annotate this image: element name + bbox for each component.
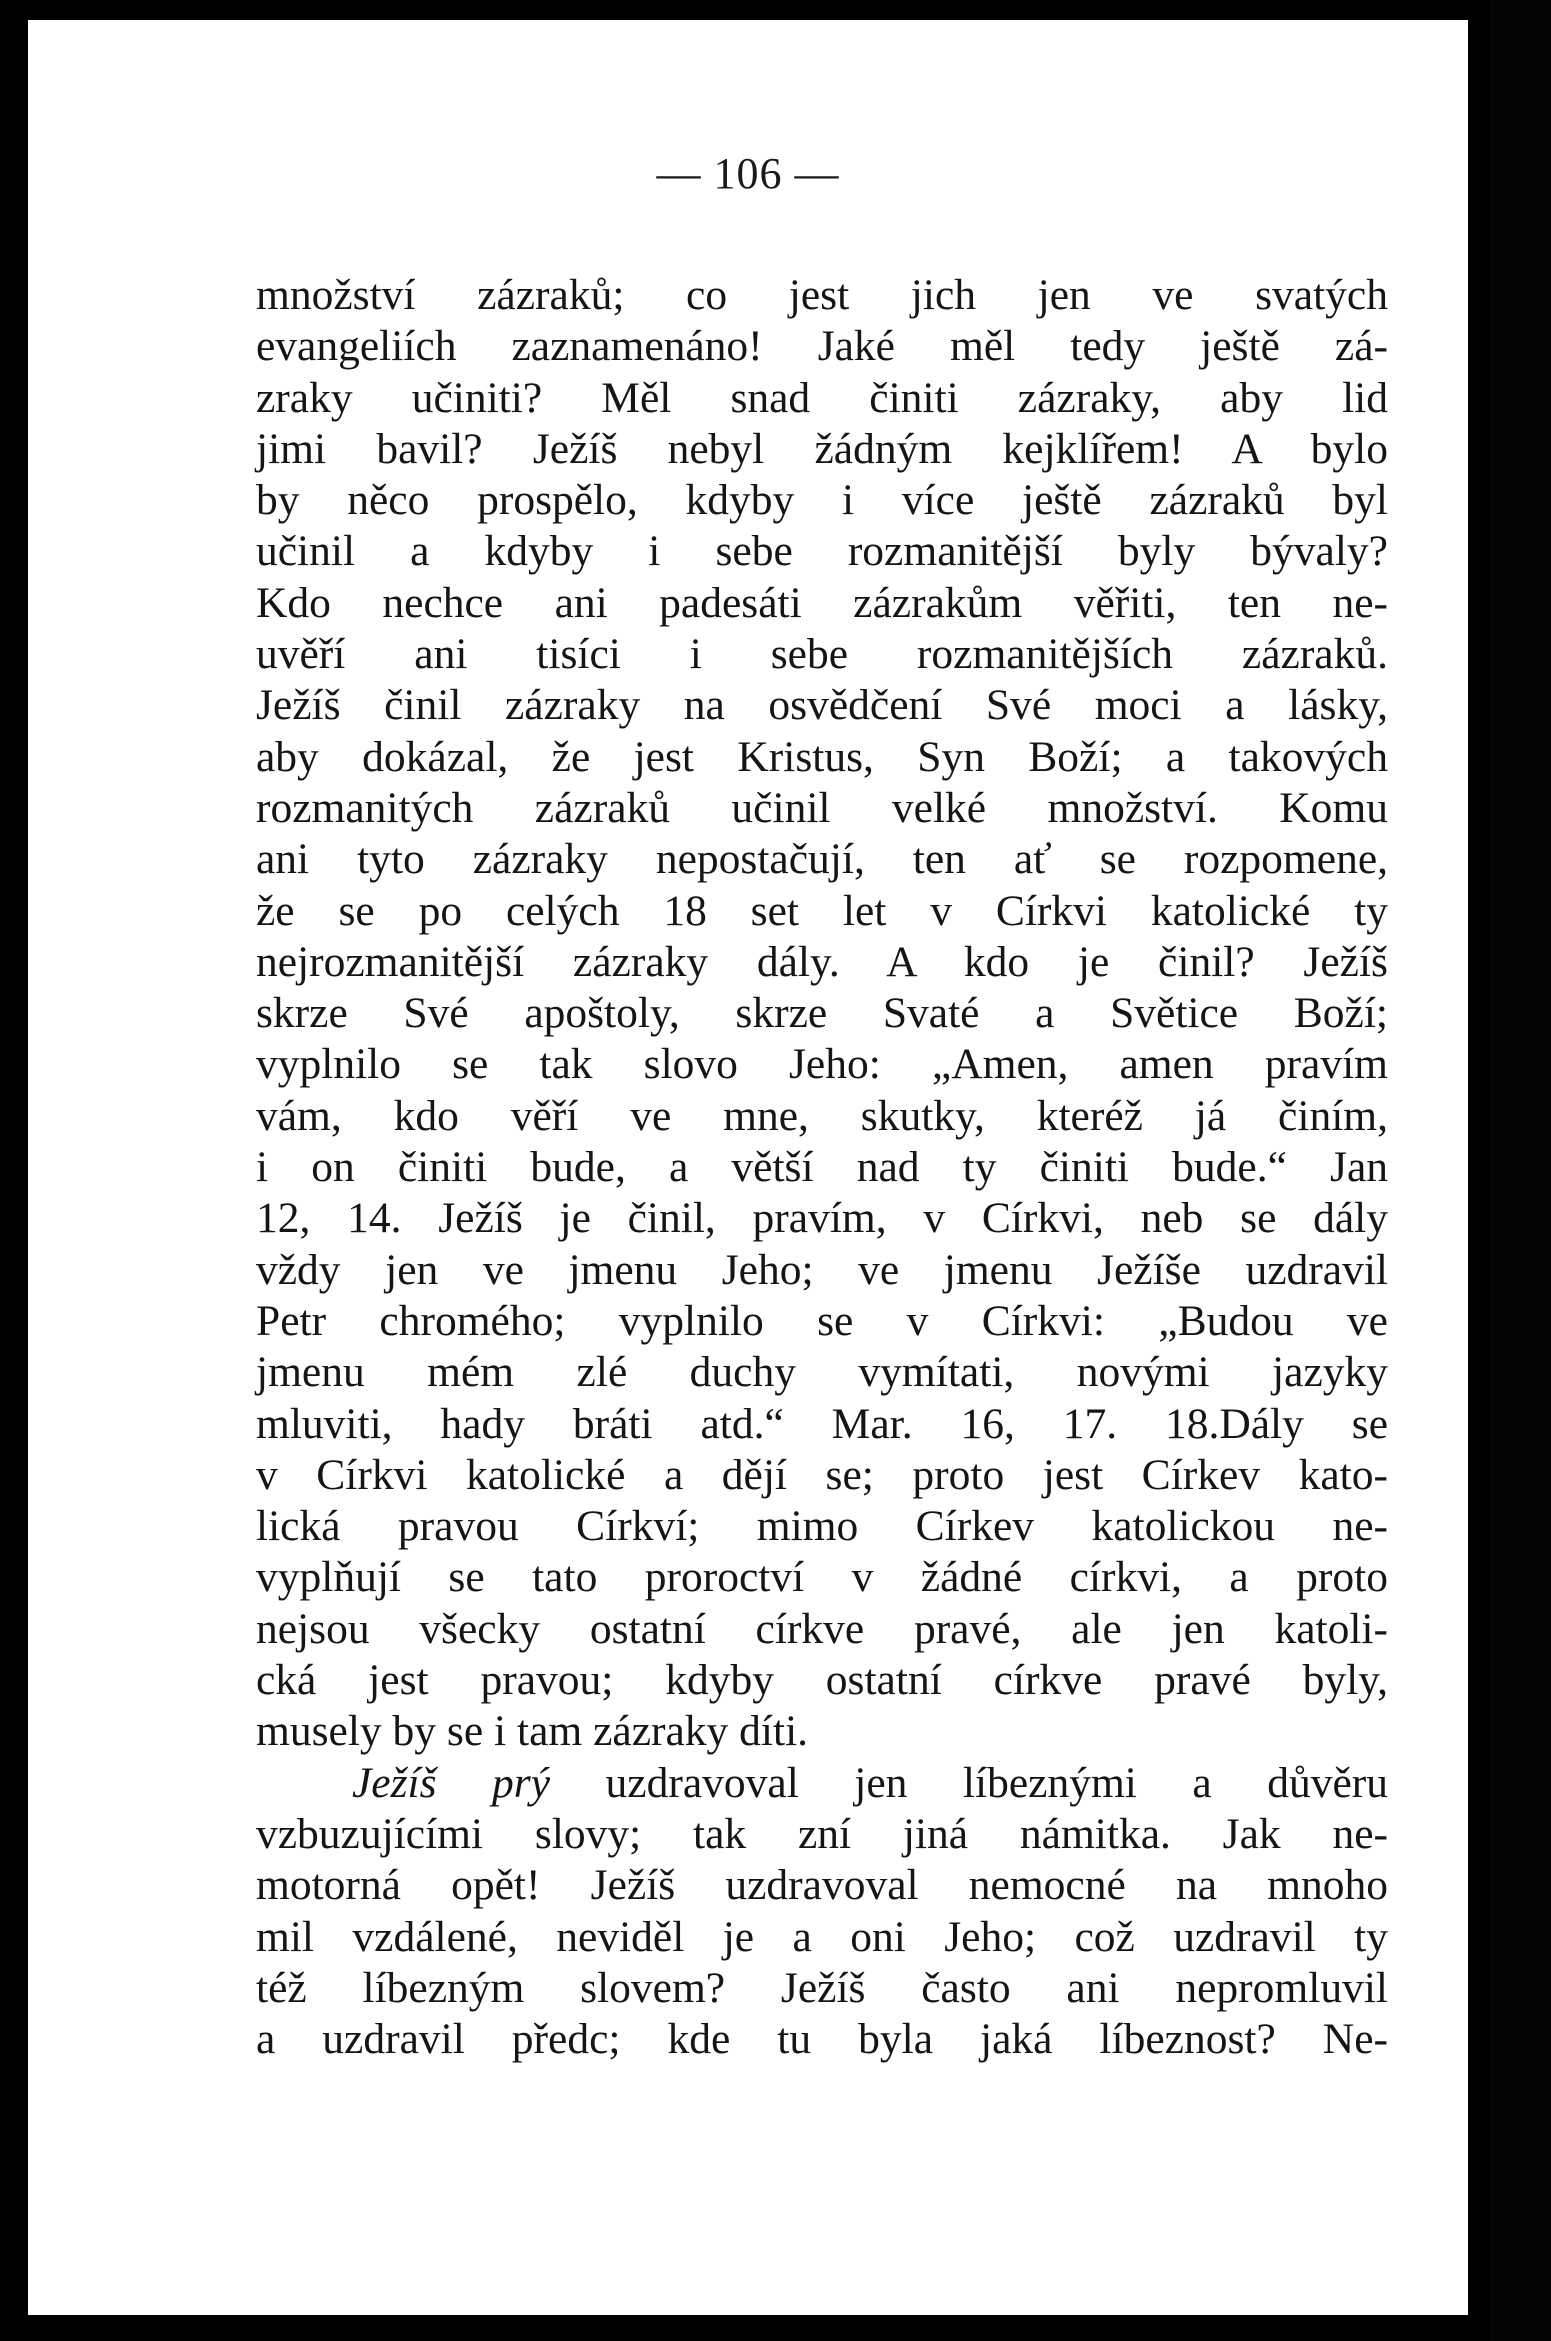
text-line: též líbezným slovem? Ježíš často ani nepromluvil [256,1963,1388,2012]
text-line: vyplnilo se tak slovo Jeho: „Amen, amen pravím [256,1040,1388,1089]
text-line: vám, kdo věří ve mne, skutky, kteréž já činím, [256,1091,1388,1140]
text-line: v Církvi katolické a dějí se; proto jest Církev kato- [256,1450,1388,1499]
text-line: 12, 14. Ježíš je činil, pravím, v Církvi, neb se dály [256,1194,1388,1243]
text-line [256,1758,1388,1809]
text-line: cká jest pravou; kdyby ostatní církve pravé byly, [256,1656,1388,1705]
page-number: — 106 — [656,149,840,198]
text-line: aby dokázal, že jest Kristus, Syn Boží; a takových [256,732,1388,781]
page-body-text [256,270,1388,2065]
text-line: jimi bavil? Ježíš nebyl žádným kejklířem! A bylo [256,424,1388,473]
text-line: uvěří ani tisíci i sebe rozmanitějších zázraků. [256,630,1388,679]
book-page [28,20,1468,2315]
text-line: Petr chromého; vyplnilo se v Církvi: „Budou ve [256,1296,1388,1345]
text-line: vyplňují se tato proroctví v žádné církvi, a proto [256,1553,1388,1602]
text-line: i on činiti bude, a větší nad ty činiti bude.“ Jan [256,1143,1388,1192]
text-line: že se po celých 18 set let v Církvi katolické ty [256,886,1388,935]
text-line: skrze Své apoštoly, skrze Svaté a Světice Boží; [256,989,1388,1038]
text-line: Ježíš činil zázraky na osvědčení Své moci a lásky, [256,681,1388,730]
text-line: evangeliích zaznamenáno! Jaké měl tedy ještě zá- [256,322,1388,371]
text-line: motorná opět! Ježíš uzdravoval nemocné na mnoho [256,1861,1388,1910]
text-line: jmenu mém zlé duchy vymítati, novými jazyky [256,1348,1388,1397]
paragraph-1 [256,270,1388,1758]
text-line: musely by se i tam zázraky díti. [256,1707,809,1756]
text-line: ani tyto zázraky nepostačují, ten ať se rozpomene, [256,835,1388,884]
text-line: a uzdravil předc; kde tu byla jaká líbeznost? Ne- [256,2015,1388,2064]
paragraph-2 [256,1758,1388,2066]
text-line: mil vzdálené, neviděl je a oni Jeho; což uzdravil ty [256,1912,1388,1961]
text-line: by něco prospělo, kdyby i více ještě zázraků byl [256,476,1388,525]
text-line: množství zázraků; co jest jich jen ve svatých [256,271,1388,319]
text-line: rozmanitých zázraků učinil velké množství. Komu [256,783,1388,832]
text-line: učinil a kdyby i sebe rozmanitější byly bývaly? [256,527,1388,576]
text-fragment: uzdravoval jen líbeznými a důvěru [550,1758,1388,1807]
text-line: zraky učiniti? Měl snad činiti zázraky, aby lid [256,373,1388,422]
text-line: vzbuzujícími slovy; tak zní jiná námitka. Jak ne- [256,1809,1388,1858]
text-line: nejsou všecky ostatní církve pravé, ale jen katoli- [256,1604,1388,1653]
text-line: vždy jen ve jmenu Jeho; ve jmenu Ježíše uzdravil [256,1245,1388,1294]
text-line: mluviti, hady bráti atd.“ Mar. 16, 17. 18.Dály se [256,1399,1388,1448]
emphasized-text: Ježíš prý [352,1758,551,1807]
text-line: lická pravou Církví; mimo Církev katolickou ne- [256,1502,1388,1551]
text-line: Kdo nechce ani padesáti zázrakům věřiti, ten ne- [256,578,1388,627]
book-gutter-edge [1490,0,1551,2341]
text-line: nejrozmanitější zázraky dály. A kdo je činil? Ježíš [256,937,1388,986]
